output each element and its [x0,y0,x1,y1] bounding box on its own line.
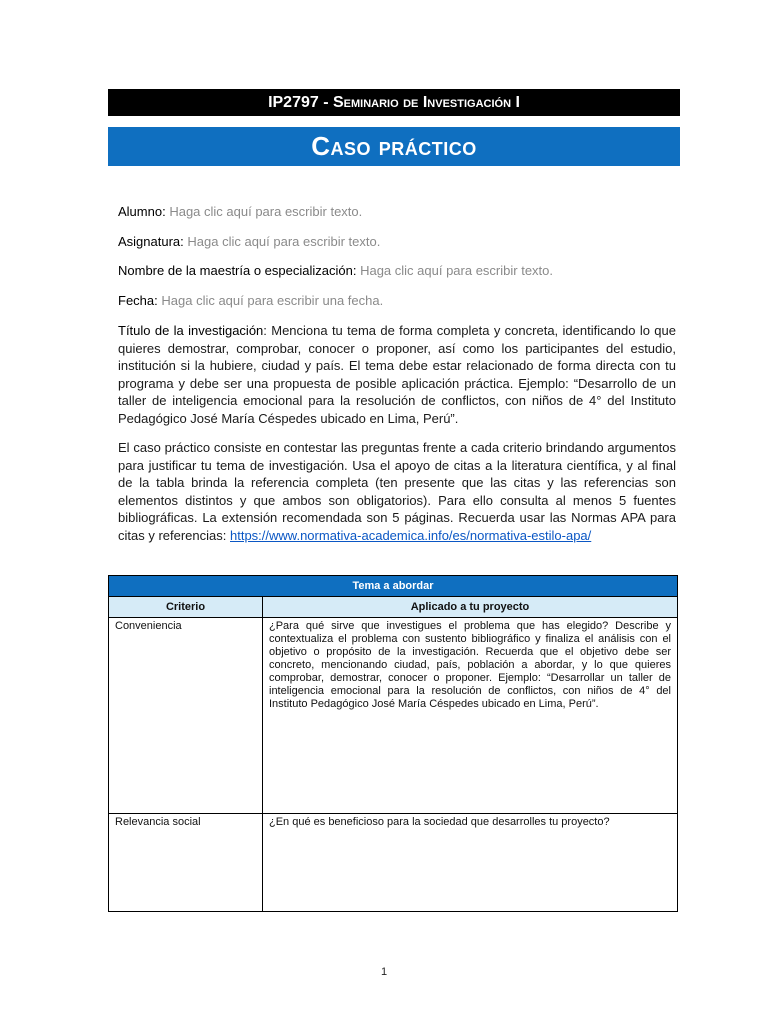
descripcion-cell[interactable]: ¿Para qué sirve que investigues el problema que has elegido? Describe y contextualiza el problema con sustento bibliográfico y finaliza el análisis con el objetivo o propósito de la investigación. Recuerda que el objetivo debe ser concreto, mencionando ciudad, país, población a abordar, y lo que quieres comprobar, demostrar, conocer o proponer. Ejemplo: “Desarrollar un taller de inteligencia emocional para la resolución de conflictos, con niños de 4° del Instituto Pedagógico José María Céspedes ubicado en Lima, Perú”. [263,618,678,814]
criteria-table [108,575,678,912]
fecha-placeholder[interactable]: Haga clic aquí para escribir una fecha. [161,293,384,308]
maestria-label: Nombre de la maestría o especialización: [118,263,357,278]
table-header: Tema a abordar [109,576,678,597]
maestria-field[interactable] [118,263,553,279]
document-title-bar [108,127,680,166]
maestria-placeholder[interactable]: Haga clic aquí para escribir texto. [360,263,554,278]
course-header-bar [108,89,680,116]
page-number: 1 [380,966,388,978]
document-title: Caso práctico [311,131,477,161]
criterio-cell: Conveniencia [109,618,263,814]
course-name: Seminario de Investigación I [333,94,520,111]
fecha-field[interactable] [118,293,383,309]
alumno-field[interactable] [118,204,362,220]
table-row [109,618,678,814]
asignatura-placeholder[interactable]: Haga clic aquí para escribir texto. [187,234,381,249]
alumno-placeholder[interactable]: Haga clic aquí para escribir texto. [169,204,363,219]
criterio-cell: Relevancia social [109,814,263,912]
alumno-label: Alumno: [118,204,166,219]
column-header-criterio: Criterio [109,597,263,618]
instructions-paragraph [118,439,676,545]
column-header-proyecto: Aplicado a tu proyecto [263,597,678,618]
descripcion-cell[interactable]: ¿En qué es beneficioso para la sociedad que desarrolles tu proyecto? [263,814,678,912]
fecha-label: Fecha: [118,293,158,308]
normas-apa-link[interactable]: https://www.normativa-academica.info/es/normativa-estilo-apa/ [230,527,592,543]
titulo-paragraph [118,322,676,428]
instructions-text: El caso práctico consiste en contestar las preguntas frente a cada criterio brindando argumentos para justificar tu tema de investigación. Usa el apoyo de citas a la literatura científica, y al final de la tabla brinda la referencia completa (ten presente que las citas y las referencias son elementos distintos y que ambos son obligatorios). Para ello consulta al menos 5 fuentes bibliográficas. La extensión recomendada son 5 páginas. Recuerda usar las Normas APA para citas y referencias: [118,440,676,543]
table-row [109,814,678,912]
titulo-text: : Menciona tu tema de forma completa y concreta, identificando lo que quieres demostrar, comprobar, conocer o proponer, así como los participantes del estudio, institución si la hubiere, ciudad y país. El tema debe estar relacionado de forma directa con tu programa y debe ser una propuesta de posible aplicación práctica. Ejemplo: “Desarrollo de un taller de inteligencia emocional para la resolución de conflictos, con niños de 4° del Instituto Pedagógico José María Céspedes ubicado en Lima, Perú”. [118,323,676,426]
titulo-label: Título de la investigación [118,323,264,338]
course-code: IP2797 - [268,94,333,111]
asignatura-field[interactable] [118,234,380,250]
asignatura-label: Asignatura: [118,234,184,249]
